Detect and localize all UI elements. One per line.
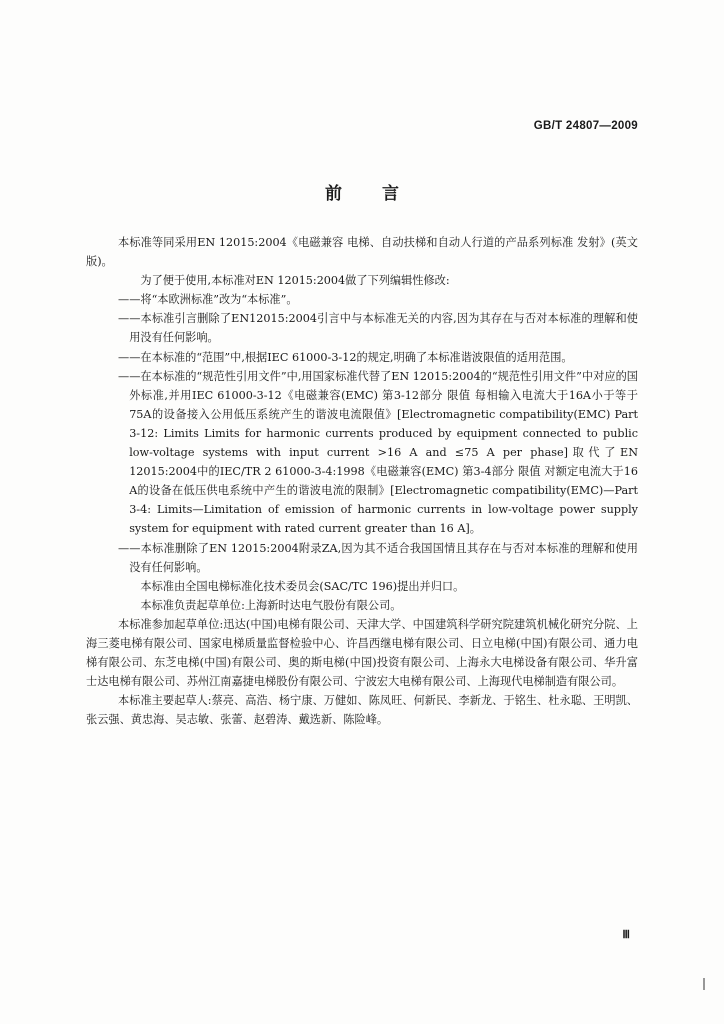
edit-item-5: ——本标准删除了EN 12015:2004附录ZA,因为其不适合我国国情且其存在与否对本标准的理解和使用没有任何影响。 xyxy=(118,541,638,574)
paragraph-drafters: 本标准主要起草人:蔡亮、高浩、杨宁康、万健如、陈凤旺、何新民、李新龙、于铭生、杜永聪、王明凯、张云强、黄忠海、吴志敏、张蕾、赵碧涛、戴选新、陈险峰。 xyxy=(86,694,638,727)
paragraph-proposer: 本标准由全国电梯标准化技术委员会(SAC/TC 196)提出并归口。 xyxy=(140,579,465,593)
edit-item-2: ——本标准引言删除了EN12015:2004引言中与本标准无关的内容,因为其存在与否对本标准的理解和使用没有任何影响。 xyxy=(118,312,638,345)
paragraph-adoption: 本标准等同采用EN 12015:2004《电磁兼容 电梯、自动扶梯和自动人行道的产品系列标准 发射》(英文版)。 xyxy=(86,236,638,269)
edit-item-1: ——将“本欧洲标准”改为“本标准”。 xyxy=(118,293,298,307)
paragraph-edit-intro: 为了便于使用,本标准对EN 12015:2004做了下列编辑性修改: xyxy=(140,274,450,288)
edit-item-3: ——在本标准的“范围”中,根据IEC 61000-3-12的规定,明确了本标准谐波限值的适用范围。 xyxy=(118,350,573,364)
page-title: 前言 xyxy=(325,184,439,204)
page-number: Ⅲ xyxy=(622,929,630,941)
paragraph-participants: 本标准参加起草单位:迅达(中国)电梯有限公司、天津大学、中国建筑科学研究院建筑机械化研究分院、上海三菱电梯有限公司、国家电梯质量监督检验中心、许昌西继电梯有限公司、日立电梯(中国)有限公司、通力电梯有限公司、东芝电梯(中国)有限公司、奥的斯电梯(中国)投资有限公司、上海永大电梯设备有限公司、华升富士达电梯有限公司、苏州江南嘉捷电梯股份有限公司、宁波宏大电梯有限公司、上海现代电梯制造有限公司。 xyxy=(86,617,638,689)
paragraph-lead-drafter: 本标准负责起草单位:上海新时达电气股份有限公司。 xyxy=(140,598,402,612)
scan-artifact xyxy=(703,978,705,990)
edit-item-4: ——在本标准的“规范性引用文件”中,用国家标准代替了EN 12015:2004的“规范性引用文件”中对应的国外标准,并用IEC 61000-3-12《电磁兼容(EMC) 第3-12部分 限值 每相输入电流大于16A小于等于75A的设备接入公用低压系统产生的谐波电流限值》[Electromagnetic compatibility(EMC) Part 3-12: Limits Limits for harmonic currents produced by equipment connected to public low-voltage systems with input current >16 A and ≤75 A per phase]取代了EN 12015:2004中的IEC/TR 2 61000-3-4:1998《电磁兼容(EMC) 第3-4部分 限值 对额定电流大于16 A的设备在低压供电系统中产生的谐波电流的限制》[Electromagnetic compatibility(EMC)—Part 3-4: Limits—Limitation of emission of harmonic currents in low-voltage power supply system for equipment with rated current greater than 16 A]。 xyxy=(118,369,638,536)
standard-code: GB/T 24807—2009 xyxy=(533,120,638,132)
document-body xyxy=(86,233,638,729)
